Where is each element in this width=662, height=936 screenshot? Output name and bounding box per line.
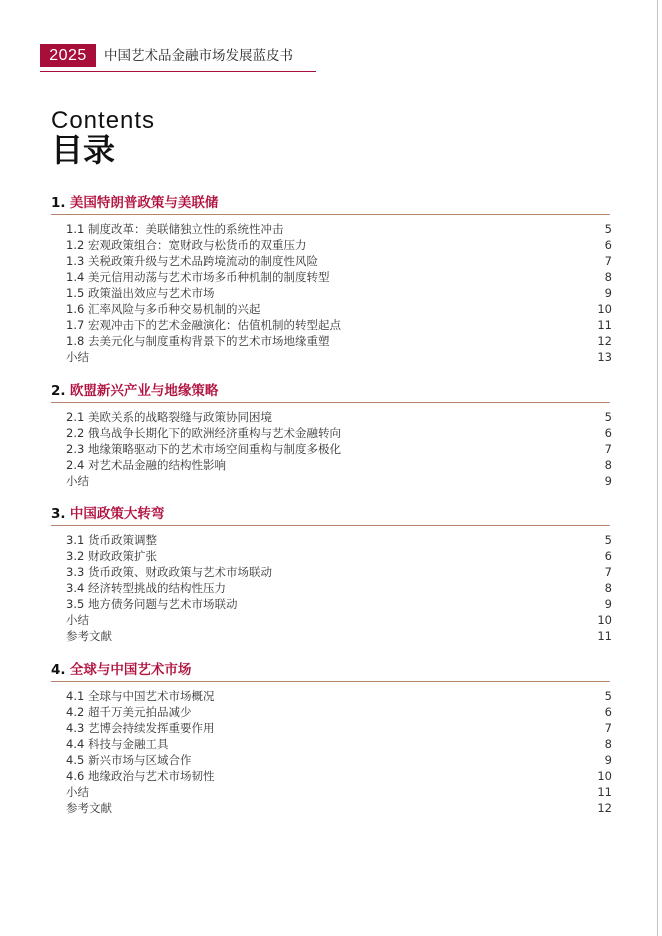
contents-title-en: Contents	[51, 107, 156, 134]
toc-entry[interactable]	[51, 253, 610, 269]
contents-title-cn: 目录	[51, 131, 116, 169]
toc-entry-label: 4.3 艺博会持续发挥重要作用	[66, 721, 215, 735]
toc-entry-page: 13	[597, 350, 612, 364]
toc-entry-label: 3.1 货币政策调整	[66, 533, 157, 547]
toc-entry-page: 11	[597, 629, 612, 643]
toc-entry-page: 9	[604, 474, 612, 488]
toc-entry-label: 1.8 去美元化与制度重构背景下的艺术市场地缘重塑	[66, 334, 330, 348]
toc-entry[interactable]	[51, 473, 610, 489]
toc-entry[interactable]	[51, 628, 610, 644]
toc-entry-page: 11	[597, 318, 612, 332]
toc-entry[interactable]	[51, 736, 610, 752]
toc-entry[interactable]	[51, 333, 610, 349]
toc-section-3	[51, 505, 610, 644]
toc-entry-label: 2.4 对艺术品金融的结构性影响	[66, 458, 226, 472]
section-heading[interactable]	[51, 505, 610, 526]
toc-entry-page: 5	[604, 222, 612, 236]
toc-entry-label: 1.7 宏观冲击下的艺术金融演化：估值机制的转型起点	[66, 318, 341, 332]
toc-entry-page: 11	[597, 785, 612, 799]
toc-entry-label: 4.2 超千万美元拍品减少	[66, 705, 192, 719]
toc-entry-label: 4.5 新兴市场与区域合作	[66, 753, 192, 767]
book-header	[40, 44, 316, 72]
toc-entry-label: 1.5 政策溢出效应与艺术市场	[66, 286, 215, 300]
toc-entry-page: 8	[604, 458, 612, 472]
toc-entry-label: 2.1 美欧关系的战略裂缝与政策协同困境	[66, 410, 272, 424]
section-items	[51, 409, 610, 489]
section-heading[interactable]	[51, 194, 610, 215]
toc-entry[interactable]	[51, 752, 610, 768]
toc-entry[interactable]	[51, 301, 610, 317]
toc-entry-page: 8	[604, 737, 612, 751]
toc-entry-page: 6	[604, 705, 612, 719]
year-badge: 2025	[40, 44, 96, 67]
toc-entry-label: 2.3 地缘策略驱动下的艺术市场空间重构与制度多极化	[66, 442, 341, 456]
toc-entry-label: 参考文献	[66, 801, 112, 815]
toc-entry-page: 6	[604, 426, 612, 440]
section-number: 1.	[51, 195, 66, 211]
section-items	[51, 688, 610, 816]
toc-entry[interactable]	[51, 409, 610, 425]
section-title: 美国特朗普政策与美联储	[69, 195, 219, 211]
toc-entry-page: 6	[604, 549, 612, 563]
toc-entry-page: 5	[604, 533, 612, 547]
toc-entry[interactable]	[51, 237, 610, 253]
toc-entry[interactable]	[51, 596, 610, 612]
toc-entry-label: 参考文献	[66, 629, 112, 643]
toc-entry-page: 8	[604, 270, 612, 284]
section-items	[51, 221, 610, 365]
toc-entry-page: 8	[604, 581, 612, 595]
page-edge-line	[657, 0, 658, 936]
toc-entry-label: 3.3 货币政策、财政政策与艺术市场联动	[66, 565, 272, 579]
toc-entry-page: 10	[597, 769, 612, 783]
toc-entry[interactable]	[51, 285, 610, 301]
toc-entry[interactable]	[51, 720, 610, 736]
toc-entry[interactable]	[51, 221, 610, 237]
toc-entry-page: 10	[597, 613, 612, 627]
toc-entry[interactable]	[51, 768, 610, 784]
toc-entry[interactable]	[51, 532, 610, 548]
toc-entry-page: 7	[604, 721, 612, 735]
section-number: 4.	[51, 662, 66, 678]
toc-entry[interactable]	[51, 704, 610, 720]
toc-entry-label: 3.2 财政政策扩张	[66, 549, 157, 563]
toc-entry[interactable]	[51, 548, 610, 564]
toc-entry-label: 小结	[66, 474, 89, 488]
toc-entry-page: 9	[604, 753, 612, 767]
toc-entry-page: 9	[604, 286, 612, 300]
toc-entry-page: 7	[604, 565, 612, 579]
toc-entry-page: 12	[597, 334, 612, 348]
section-title: 中国政策大转弯	[69, 506, 165, 522]
toc-entry-label: 小结	[66, 350, 89, 364]
toc-entry-label: 1.4 美元信用动荡与艺术市场多币种机制的制度转型	[66, 270, 330, 284]
toc-entry-label: 2.2 俄乌战争长期化下的欧洲经济重构与艺术金融转向	[66, 426, 341, 440]
toc-entry-label: 1.1 制度改革：美联储独立性的系统性冲击	[66, 222, 284, 236]
book-title: 中国艺术品金融市场发展蓝皮书	[104, 48, 293, 64]
toc-entry-label: 3.4 经济转型挑战的结构性压力	[66, 581, 226, 595]
toc-entry[interactable]	[51, 441, 610, 457]
toc-entry-page: 7	[604, 442, 612, 456]
section-heading[interactable]	[51, 382, 610, 403]
toc-entry-label: 4.1 全球与中国艺术市场概况	[66, 689, 215, 703]
toc-entry[interactable]	[51, 580, 610, 596]
toc-entry-page: 7	[604, 254, 612, 268]
toc-entry[interactable]	[51, 349, 610, 365]
toc-entry[interactable]	[51, 564, 610, 580]
toc-entry-label: 小结	[66, 613, 89, 627]
toc-entry-label: 4.4 科技与金融工具	[66, 737, 169, 751]
section-heading[interactable]	[51, 661, 610, 682]
section-title: 欧盟新兴产业与地缘策略	[69, 383, 219, 399]
section-number: 3.	[51, 506, 66, 522]
toc-entry-label: 1.3 关税政策升级与艺术品跨境流动的制度性风险	[66, 254, 318, 268]
toc-entry[interactable]	[51, 784, 610, 800]
toc-entry-label: 1.2 宏观政策组合：宽财政与松货币的双重压力	[66, 238, 307, 252]
toc-section-2	[51, 382, 610, 489]
toc-entry[interactable]	[51, 688, 610, 704]
toc-entry-label: 3.5 地方债务问题与艺术市场联动	[66, 597, 238, 611]
toc-entry-label: 4.6 地缘政治与艺术市场韧性	[66, 769, 215, 783]
toc-entry[interactable]	[51, 800, 610, 816]
section-title: 全球与中国艺术市场	[69, 662, 192, 678]
toc-entry-page: 5	[604, 410, 612, 424]
toc-entry-label: 小结	[66, 785, 89, 799]
toc-entry[interactable]	[51, 317, 610, 333]
toc-entry[interactable]	[51, 457, 610, 473]
toc-entry[interactable]	[51, 269, 610, 285]
toc-section-1	[51, 194, 610, 365]
section-items	[51, 532, 610, 644]
section-number: 2.	[51, 383, 66, 399]
toc-section-4	[51, 661, 610, 816]
toc-entry-label: 1.6 汇率风险与多币种交易机制的兴起	[66, 302, 261, 316]
toc-entry-page: 9	[604, 597, 612, 611]
toc-entry-page: 6	[604, 238, 612, 252]
toc-entry-page: 12	[597, 801, 612, 815]
toc-entry[interactable]	[51, 425, 610, 441]
toc-entry-page: 10	[597, 302, 612, 316]
toc-entry[interactable]	[51, 612, 610, 628]
toc-entry-page: 5	[604, 689, 612, 703]
